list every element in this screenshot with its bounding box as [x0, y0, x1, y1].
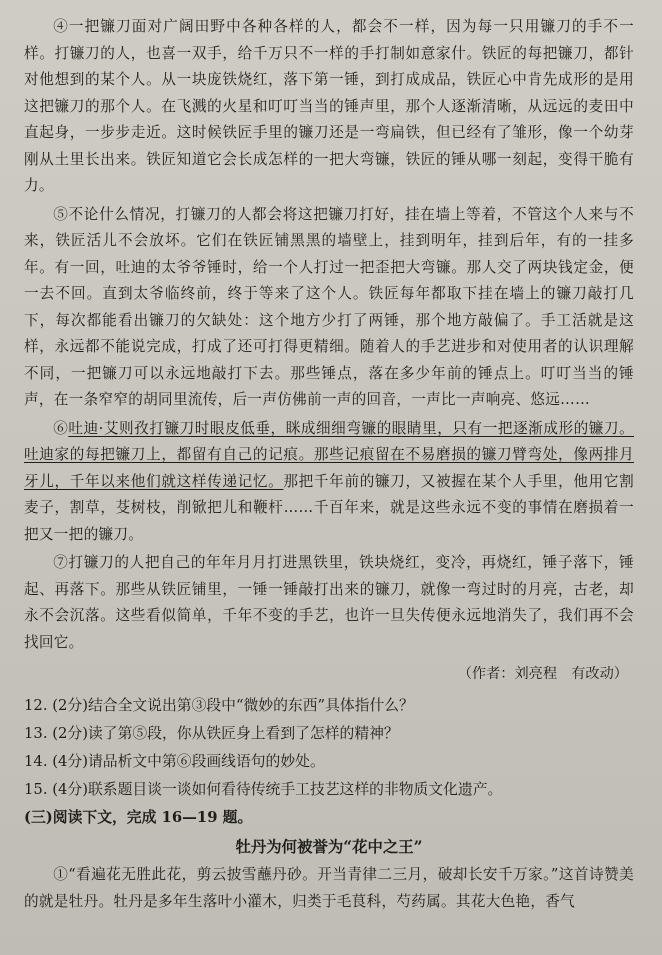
paragraph-6-number: ⑥ — [53, 419, 69, 437]
paragraph-7: ⑦打镰刀的人把自己的年年月月打进黑铁里，铁块烧红，变冷，再烧红，锤子落下，锤起、再落下。那些从铁匠铺里，一锤一锤敲打出来的镰刀，就像一弯过时的月亮，古老，却永不会沉落。这些看似简单，千年不变的手艺，也许一旦失传便永远地消失了，我们再不会找回它。 — [24, 554, 634, 651]
question-12: 12. (2分)结合全文说出第③段中“微妙的东西”具体指什么？ — [24, 697, 414, 714]
article-paragraph-1: ①“看遍花无胜此花，剪云披雪蘸丹砂。开当青律二三月，破却长安千万家。”这首诗赞美的就是牡丹。牡丹是多年生落叶小灌木，归类于毛茛科，芍药属。其花大色艳，香气 — [24, 866, 634, 910]
question-13: 13. (2分)读了第⑤段，你从铁匠身上看到了怎样的精神？ — [24, 725, 399, 742]
author-credit: （作者：刘亮程 有改动） — [457, 666, 628, 682]
article-title: 牡丹为何被誉为“花中之王” — [235, 838, 423, 856]
paragraph-5: ⑤不论什么情况，打镰刀的人都会将这把镰刀打好，挂在墙上等着，不管这个人来与不来，铁匠活儿不会放坏。它们在铁匠铺黑黑的墙壁上，挂到明年，挂到后年，有的一挂多年。有一回，吐迪的太爷爷锤时，给一个人打过一把歪把大弯镰。那人交了两块钱定金，便一去不回。直到太爷临终前，终于等来了这个人。铁匠每年都取下挂在墙上的镰刀敲打几下，每次都能看出镰刀的欠缺处：这个地方少打了两锤，那个地方敲偏了。手工活就是这样，永远都不能说完成，打成了还可打得更精细。随着人的手艺进步和对使用者的认识理解不同，一把镰刀可以永远地敲打下去。那些锤点，落在多少年前的锤点上。叮叮当当的锤声，在一条窄窄的胡同里流传，后一声仿佛前一声的回音，一声比一声响亮、悠远…… — [24, 205, 634, 408]
paragraph-4: ④一把镰刀面对广阔田野中各种各样的人，都会不一样，因为每一只用镰刀的手不一样。打镰刀的人，也喜一双手，给千万只不一样的手打制如意家什。铁匠的每把镰刀，都针对他想到的某个人。从一块庞铁烧红，落下第一锤，到打成成品，铁匠心中肯先成形的是用这把镰刀的那个人。在飞溅的火星和叮叮当当的锤声里，那个人逐渐清晰，从远远的麦田中直起身，一步步走近。这时候铁匠手里的镰刀还是一弯扁铁，但已经有了雏形，像一个幼芽刚从土里长出来。铁匠知道它会长成怎样的一把大弯镰，铁匠的锤从哪一刻起，变得干脆有力。 — [24, 18, 634, 194]
question-14: 14. (4分)请品析文中第⑥段画线语句的妙处。 — [24, 753, 325, 770]
paragraph-6 — [24, 416, 634, 549]
paragraph-6-underlined-text: 吐迪·艾则孜打镰刀时眼皮低垂，眯成细细弯镰的眼睛里，只有一把逐渐成形的镰刀。吐迪家的每把镰刀上，都留有自己的记痕。那些记痕留在不易磨损的镰刀臂弯处，像两排月牙儿，千年以来他们就这样传递记忆。 — [24, 419, 634, 490]
question-15: 15. (4分)联系题目谈一谈如何看待传统手工技艺这样的非物质文化遗产。 — [24, 781, 503, 798]
section-3-heading: (三)阅读下文，完成 16—19 题。 — [24, 809, 253, 826]
paragraph-6-rest: 那把千年前的镰刀，又被握在某个人手里，他用它割麦子，割草，芟树枝，削锨把儿和鞭杆……千百年来，就是这些永远不变的事情在磨损着一把又一把的镰刀。 — [24, 472, 634, 543]
